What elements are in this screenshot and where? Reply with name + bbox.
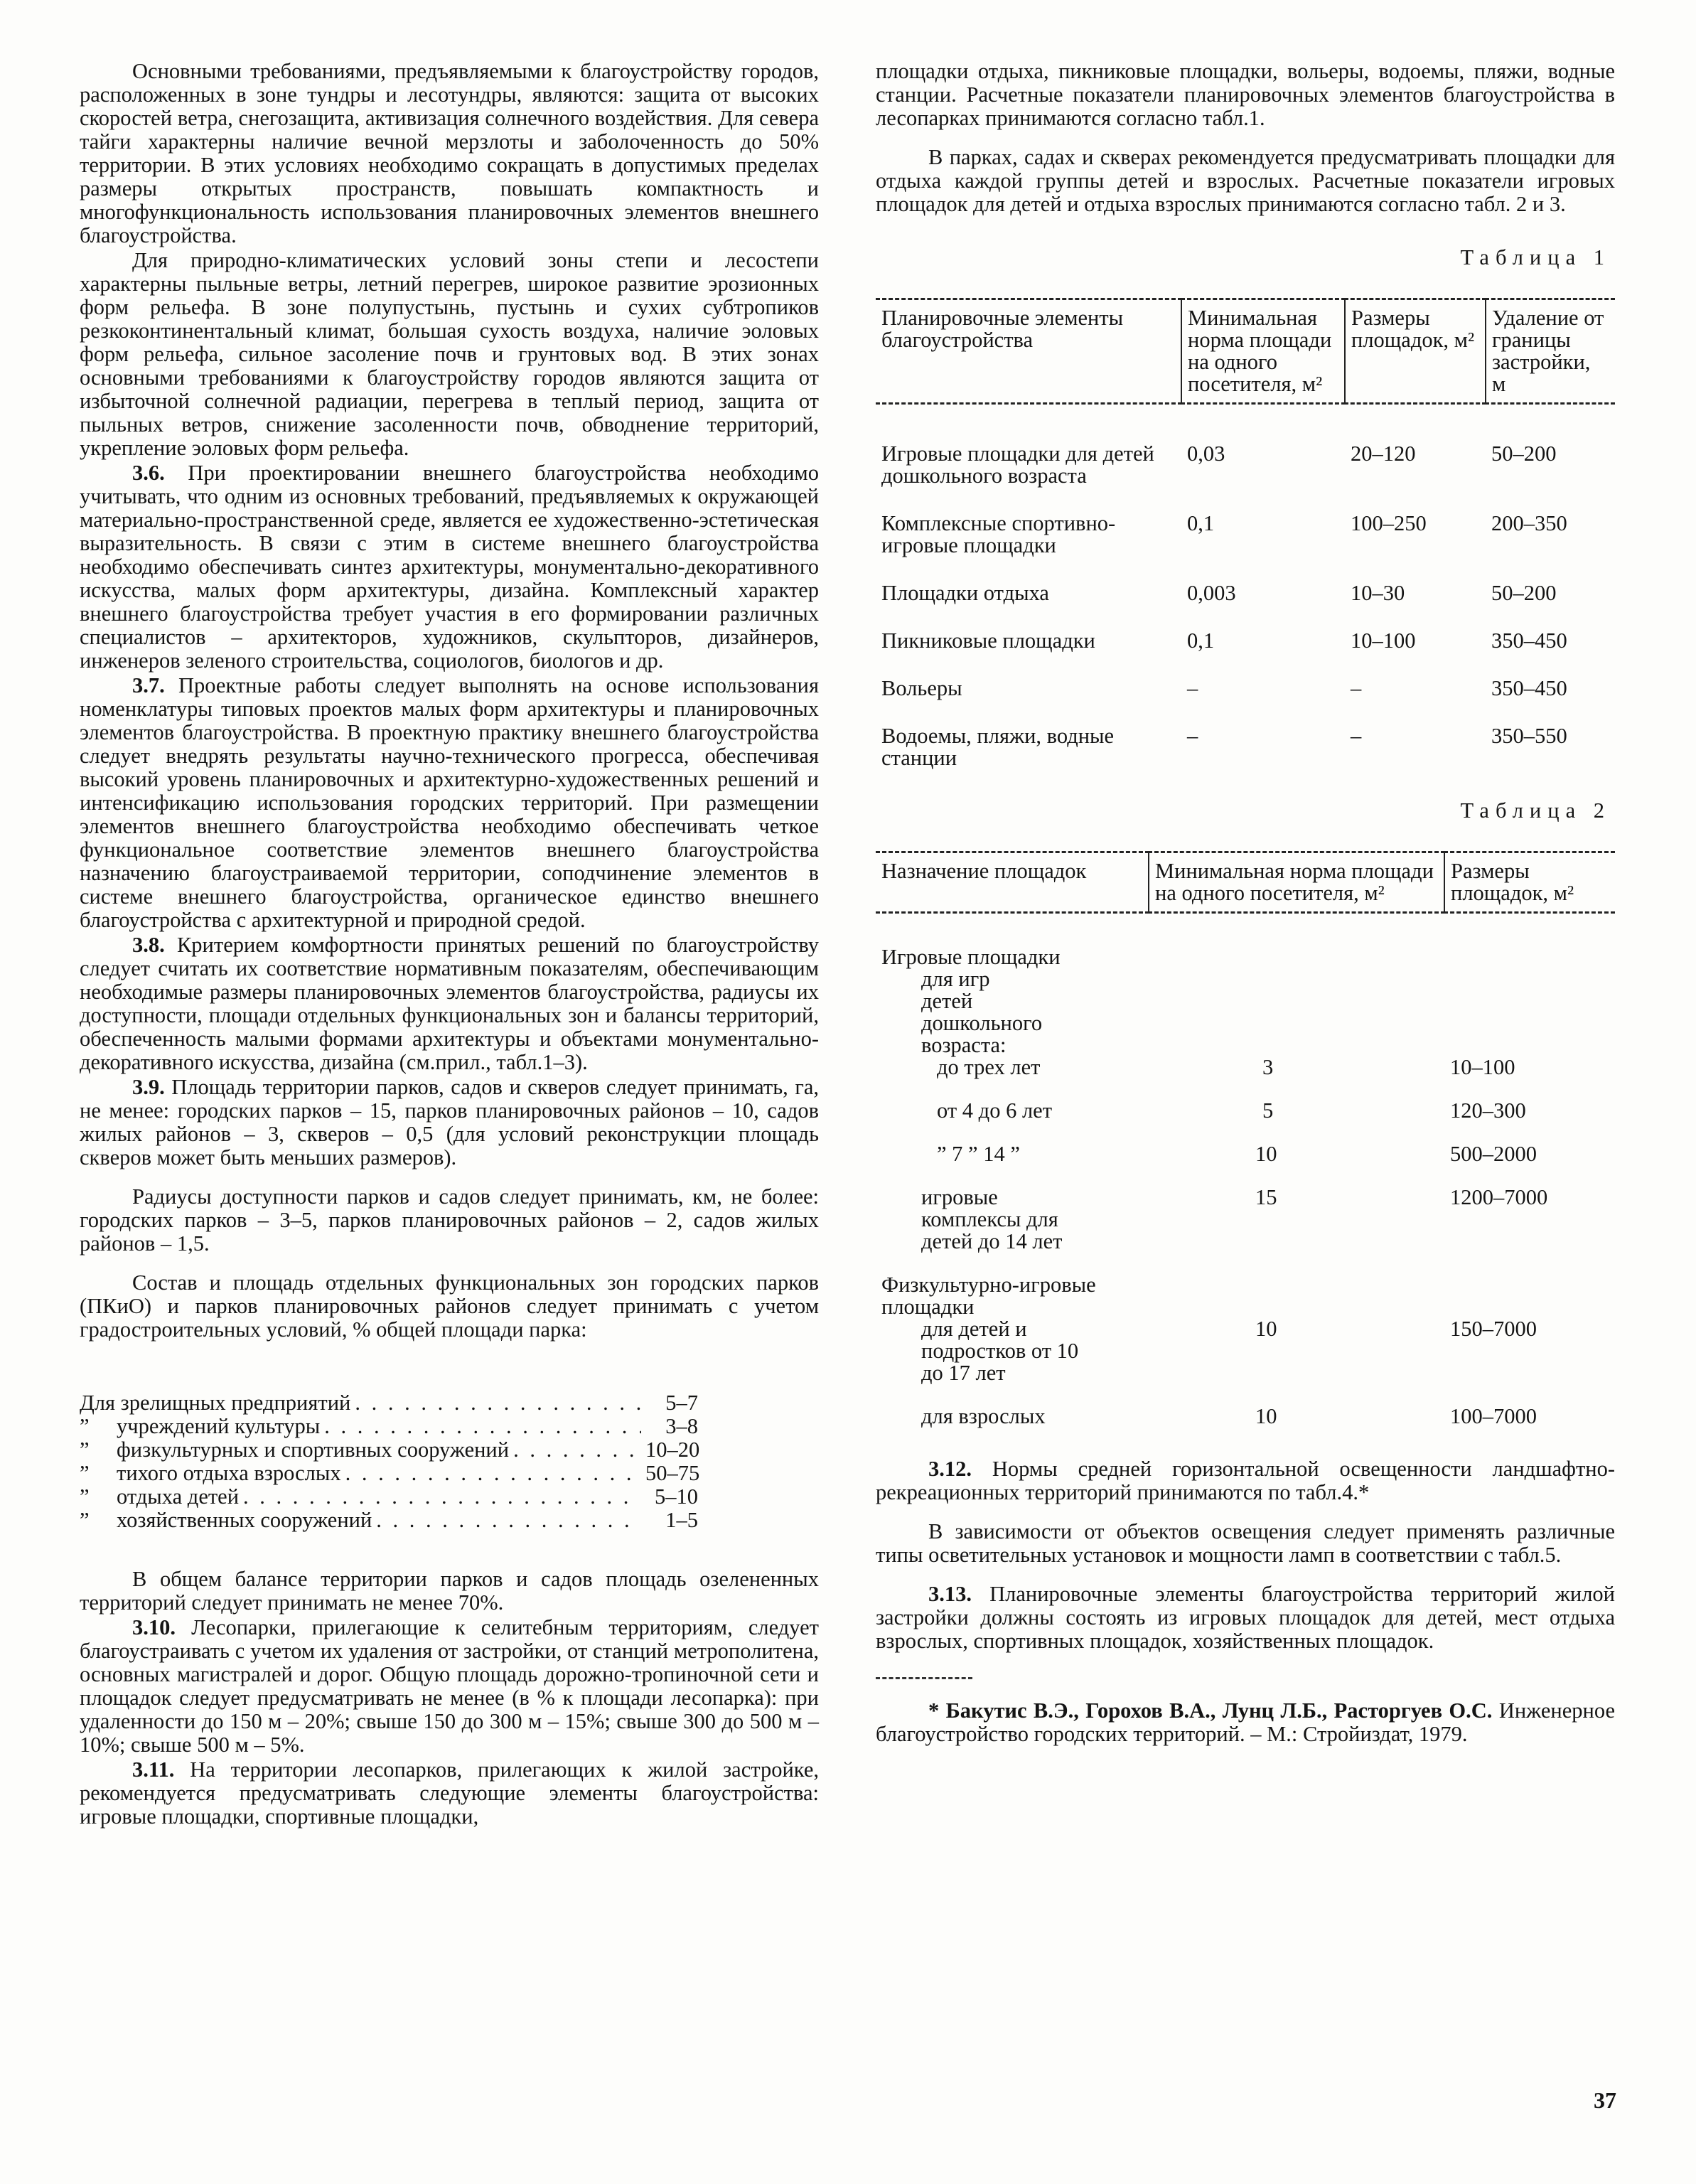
footnote-authors: * Бакутис В.Э., Горохов В.А., Лунц Л.Б., Расторгуев О.С. xyxy=(928,1698,1493,1723)
right-column xyxy=(876,60,1615,1746)
paragraph-3-6 xyxy=(80,461,819,673)
list-item xyxy=(80,1391,698,1415)
list-item-label: хозяйственных сооружений xyxy=(117,1508,372,1532)
leader-dots xyxy=(345,1462,641,1485)
column-header: Назначение площадок xyxy=(881,859,1087,883)
paragraph-3-13 xyxy=(876,1583,1615,1653)
table-cell: 10 xyxy=(1255,1142,1277,1166)
table-cell: 0,03 xyxy=(1187,441,1225,466)
table-cell: Игровые площадки для детей дошкольного возраста xyxy=(881,441,1154,488)
list-item xyxy=(80,1438,698,1462)
table-cell: 500–2000 xyxy=(1450,1142,1537,1166)
clause-text: Нормы средней горизонтальной освещенности ландшафтно-рекреационных территорий принимаются по табл.4.* xyxy=(876,1457,1615,1504)
left-column xyxy=(80,60,819,1829)
table-cell: 350–450 xyxy=(1491,628,1567,653)
table-group-row xyxy=(876,1274,1615,1318)
table-2 xyxy=(876,851,1615,1449)
clause-number: 3.13. xyxy=(928,1582,972,1606)
list-item xyxy=(80,1509,698,1532)
table-cell: 50–200 xyxy=(1491,581,1557,605)
list-item-value: 5–7 xyxy=(665,1391,698,1415)
table-cell: 15 xyxy=(1255,1185,1277,1209)
table-row xyxy=(876,1406,1615,1449)
table-cell: Вольеры xyxy=(881,676,962,700)
table-cell: ” 7 ” 14 ” xyxy=(937,1142,1020,1166)
table-cell: до трех лет xyxy=(937,1055,1041,1079)
paragraph-lighting: В зависимости от объектов освещения следует применять различные типы осветительных установок и мощности ламп в соответствии с табл.5. xyxy=(876,1519,1615,1567)
table-1-header xyxy=(876,299,1615,404)
clause-text: Критерием комфортности принятых решений по благоустройству следует считать их соответствие нормативным показателям, обеспечивающим необходимые размеры планировочных элементов благоустройства, радиусы их доступности, площади отдельных функциональных зон и балансы территорий, обеспеченность малыми формами архитектуры и объектами монументально-декоративного искусства, дизайна (см.прил., табл.1–3). xyxy=(80,933,819,1074)
table-2-caption: Таблица 2 xyxy=(1460,798,1611,823)
column-header: Планировочные элементы благоустройства xyxy=(881,306,1124,352)
ditto-mark: ” xyxy=(80,1438,90,1462)
list-item xyxy=(80,1462,698,1485)
clause-number: 3.8. xyxy=(132,933,165,957)
table-row xyxy=(876,1100,1615,1143)
clause-text: Проектные работы следует выполнять на основе использования номенклатуры типовых проектов малых форм архитектуры и планировочных элементов благоустройства. В проектную практику внешнего благоустройства следует внедрять результаты научно-технического прогресса, обеспечивая высокий уровень планировочных и архитектурно-художественных решений и интенсификацию использования городских территорий. При размещении элементов внешнего благоустройства необходимо обеспечивать четкое функциональное соответствие элементов внешнего благоустройства назначению благоустраиваемой территории, соподчинение элементов в системе внешнего благоустройства, органическое единство внешнего благоустройства с архитектурной и природной средой. xyxy=(80,673,819,932)
table-row xyxy=(876,1318,1615,1406)
table-cell: 10–100 xyxy=(1351,628,1416,653)
clause-number: 3.12. xyxy=(928,1457,972,1481)
ditto-mark: ” xyxy=(80,1484,90,1509)
leader-dots xyxy=(376,1509,641,1532)
zones-list xyxy=(80,1391,819,1532)
table-cell: 10–100 xyxy=(1450,1055,1515,1079)
leader-dots xyxy=(324,1415,641,1438)
table-cell: от 4 до 6 лет xyxy=(937,1098,1053,1123)
ditto-mark: ” xyxy=(80,1461,90,1485)
list-item-label: физкультурных и спортивных сооружений xyxy=(117,1438,510,1462)
list-item-value: 1–5 xyxy=(665,1508,698,1532)
table-cell: 10–30 xyxy=(1351,581,1405,605)
clause-text: На территории лесопарков, прилегающих к жилой застройке, рекомендуется предусматривать следующие элементы благоустройства: игровые площадки, спортивные площадки, xyxy=(80,1757,819,1829)
table-cell: – xyxy=(1187,724,1198,748)
column-header: Удаление от границы застройки, м xyxy=(1486,299,1615,404)
table-group-row xyxy=(876,968,1615,1056)
clause-number: 3.6. xyxy=(132,461,165,485)
table-cell: Водоемы, пляжи, водные станции xyxy=(881,724,1115,770)
paragraph-continued: площадки отдыха, пикниковые площадки, вольеры, водоемы, пляжи, водные станции. Расчетные показатели планировочных элементов благоустройства в лесопарках принимаются согласно табл.1. xyxy=(876,59,1615,130)
table-1-caption: Таблица 1 xyxy=(1460,245,1611,269)
paragraph-3-7 xyxy=(80,674,819,932)
column-header: Минимальная норма площади на одного посетителя, м² xyxy=(1149,852,1444,913)
table-cell: Площадки отдыха xyxy=(881,581,1049,605)
table-cell: – xyxy=(1351,676,1362,700)
paragraph-3-10 xyxy=(80,1616,819,1757)
table-cell: 350–550 xyxy=(1491,724,1567,748)
table-row xyxy=(876,630,1615,678)
ditto-mark: ” xyxy=(80,1414,90,1438)
list-item-label: Для зрелищных предприятий xyxy=(80,1391,351,1415)
paragraph-balance: В общем балансе территории парков и садов площадь озелененных территорий следует принимать не менее 70%. xyxy=(80,1567,819,1615)
clause-number: 3.11. xyxy=(132,1757,175,1782)
table-cell: Пикниковые площадки xyxy=(881,628,1095,653)
table-cell: для детей и подростков от 10 до 17 лет xyxy=(921,1317,1079,1385)
list-item-value: 50–75 xyxy=(645,1461,700,1485)
table-cell: 1200–7000 xyxy=(1450,1185,1548,1209)
table-row xyxy=(876,582,1615,630)
table-cell: Комплексные спортивно-игровые площадки xyxy=(881,511,1116,557)
list-item xyxy=(80,1415,698,1438)
footnote-divider xyxy=(876,1677,972,1679)
table-cell: – xyxy=(1351,724,1362,748)
leader-dots xyxy=(243,1485,641,1509)
table-cell: 10 xyxy=(1255,1404,1277,1428)
group-heading: Игровые площадки xyxy=(881,945,1061,969)
clause-text: При проектировании внешнего благоустройства необходимо учитывать, что одним из основных требований, предъявляемых к окружающей материально-пространственной среде, является ее художественно-эстетическая выразительность. В связи с этим в системе внешнего благоустройства необходимо обеспечивать синтез архитектуры, монументально-декоративного искусства, малых форм архитектуры, дизайна. Комплексный характер внешнего благоустройства требует участия в его формировании различных специалистов – архитекторов, художников, скульпторов, дизайнеров, инженеров зеленого строительства, социологов, биологов и др. xyxy=(80,461,819,673)
leader-dots xyxy=(355,1391,641,1415)
table-cell: 10 xyxy=(1255,1317,1277,1341)
page-number: 37 xyxy=(1594,2087,1616,2113)
clause-number: 3.10. xyxy=(132,1615,176,1639)
list-item-value: 10–20 xyxy=(645,1438,700,1462)
leader-dots xyxy=(513,1438,641,1462)
column-header: Размеры площадок, м² xyxy=(1444,852,1615,913)
table-cell: 0,1 xyxy=(1187,628,1215,653)
table-cell: 150–7000 xyxy=(1450,1317,1537,1341)
table-cell: 100–250 xyxy=(1351,511,1427,535)
table-cell: 350–450 xyxy=(1491,676,1567,700)
list-item-label: учреждений культуры xyxy=(117,1414,321,1438)
footnote-text: Инженерное благоустройство городских территорий. – М.: Стройиздат, 1979. xyxy=(876,1698,1615,1746)
clause-number: 3.7. xyxy=(132,673,165,697)
list-item-value: 5–10 xyxy=(655,1484,698,1509)
table-cell: 3 xyxy=(1262,1055,1274,1079)
table-row xyxy=(876,725,1615,795)
column-header: Размеры площадок, м² xyxy=(1345,299,1486,404)
table-row xyxy=(876,513,1615,582)
list-item-label: отдыха детей xyxy=(117,1484,240,1509)
paragraph-tundra: Основными требованиями, предъявляемыми к благоустройству городов, расположенных в зоне тундры и лесотундры, являются: защита от высоких скоростей ветра, снегозащита, активизация солнечного воздействия. Для севера тайги характерны наличие вечной мерзлоты и заболоченность до 50% территории. В этих условиях необходимо сокращать в допустимых пределах размеры открытых пространств, повышать компактность и многофункциональность использования планировочных элементов внешнего благоустройства. xyxy=(80,59,819,247)
table-row xyxy=(876,1143,1615,1187)
paragraph-3-9 xyxy=(80,1076,819,1169)
table-cell: 0,003 xyxy=(1187,581,1236,605)
clause-text: Лесопарки, прилегающие к селитебным территориям, следует благоустраивать с учетом их удаления от застройки, от станций метрополитена, основных магистралей и дорог. Общую площадь дорожно-тропиночной сети и площадок следует предусматривать не менее (в % к площади лесопарка): при удаленности до 150 м – 20%; свыше 150 до 300 м – 15%; свыше 300 до 500 м – 10%; свыше 500 м – 5%. xyxy=(80,1615,819,1757)
column-header: Минимальная норма площади на одного посетителя, м² xyxy=(1181,299,1345,404)
table-cell: – xyxy=(1187,676,1198,700)
paragraph-radius: Радиусы доступности парков и садов следует принимать, км, не более: городских парков – 3–5, парков планировочных районов – 2, садов жилых районов – 1,5. xyxy=(80,1184,819,1256)
clause-text: Планировочные элементы благоустройства территорий жилой застройки должны состоять из игровых площадок для детей, мест отдыха взрослых, спортивных площадок, хозяйственных площадок. xyxy=(876,1582,1615,1653)
table-cell: игровые комплексы для детей до 14 лет xyxy=(921,1185,1063,1253)
table-cell: 120–300 xyxy=(1450,1098,1526,1123)
table-row xyxy=(876,1187,1615,1274)
ditto-mark: ” xyxy=(80,1508,90,1532)
list-item xyxy=(80,1485,698,1509)
table-cell: для взрослых xyxy=(921,1404,1046,1428)
table-row xyxy=(876,443,1615,513)
group-heading: Физкультурно-игровые площадки xyxy=(881,1273,1096,1319)
footnote xyxy=(876,1699,1615,1746)
paragraph-zones: Состав и площадь отдельных функциональных зон городских парков (ПКиО) и парков планировочных районов следует принимать с учетом градостроительных условий, % общей площади парка: xyxy=(80,1270,819,1342)
clause-text: Площадь территории парков, садов и скверов следует принимать, га, не менее: городских парков – 15, парков планировочных районов – 10, садов жилых районов – 3, скверов – 0,5 (для условий реконструкции площадь скверов может быть меньших размеров). xyxy=(80,1075,819,1169)
table-cell: 50–200 xyxy=(1491,441,1557,466)
paragraph-3-12 xyxy=(876,1457,1615,1504)
table-1 xyxy=(876,298,1615,795)
table-cell: 200–350 xyxy=(1491,511,1567,535)
group-subheading: для игр детей дошкольного возраста: xyxy=(921,967,1043,1057)
paragraph-steppe: Для природно-климатических условий зоны степи и лесостепи характерны пыльные ветры, летний перегрев, широкое развитие эрозионных форм рельефа. В зоне полупустынь, пустынь и сухих субтропиков резкоконтинентальный климат, большая сухость воздуха, наличие эоловых форм рельефа, сильное засоление почв и грунтовых вод. В этих зонах основными требованиями к благоустройству городов являются защита от избыточной солнечной радиации, перегрева в теплый период, защита от пыльных ветров, снижение засоленности почв, обводнение территорий, укрепление эоловых форм рельефа. xyxy=(80,248,819,460)
paragraph-3-11 xyxy=(80,1758,819,1829)
table-row xyxy=(876,1056,1615,1100)
table-group-row xyxy=(876,946,1615,968)
clause-number: 3.9. xyxy=(132,1075,165,1099)
paragraph-3-8 xyxy=(80,933,819,1074)
list-item-label: тихого отдыха взрослых xyxy=(117,1461,341,1485)
table-cell: 5 xyxy=(1262,1098,1274,1123)
table-2-header xyxy=(876,852,1615,913)
table-cell: 100–7000 xyxy=(1450,1404,1537,1428)
table-cell: 20–120 xyxy=(1351,441,1416,466)
table-cell: 0,1 xyxy=(1187,511,1215,535)
list-item-value: 3–8 xyxy=(665,1414,698,1438)
table-row xyxy=(876,678,1615,725)
paragraph-parks: В парках, садах и скверах рекомендуется предусматривать площадки для отдыха каждой группы детей и взрослых. Расчетные показатели игровых площадок для детей и отдыха взрослых принимаются согласно табл. 2 и 3. xyxy=(876,145,1615,216)
